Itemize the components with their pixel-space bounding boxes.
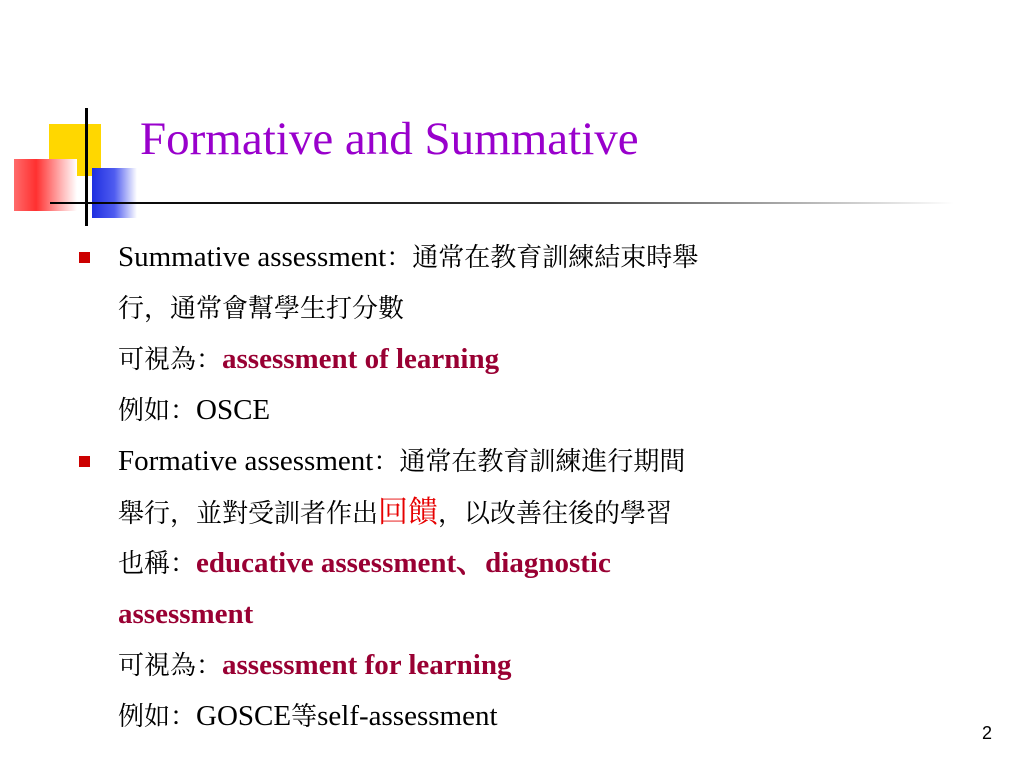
definition-text: ：通常在教育訓練進行期間 — [373, 447, 686, 477]
example-text: OSCE — [196, 394, 271, 426]
bullet-line — [118, 487, 976, 538]
emphasis-text: assessment for learning — [222, 649, 512, 681]
bullet-summative — [76, 232, 976, 436]
example-text: self-assessment — [317, 700, 498, 732]
example-text: 等 — [291, 702, 318, 732]
bullet-line — [118, 385, 976, 436]
bullet-line — [118, 589, 976, 640]
decor-blue-square — [92, 168, 137, 218]
bullet-line — [118, 283, 976, 334]
decor-vertical-line — [85, 108, 88, 226]
bullet-line — [118, 538, 976, 589]
term: Summative assessment — [118, 241, 387, 273]
square-bullet-icon — [79, 252, 90, 263]
label: 可視為： — [118, 345, 223, 375]
bullet-line — [118, 436, 976, 487]
label: 可視為： — [118, 651, 223, 681]
slide-title: Formative and Summative — [140, 113, 639, 165]
label: 例如： — [118, 396, 197, 426]
label: 例如： — [118, 702, 197, 732]
term: Formative assessment — [118, 445, 374, 477]
label: 也稱： — [118, 549, 197, 579]
emphasis-text: assessment of learning — [222, 343, 500, 375]
definition-text: ，以改善往後的學習 — [438, 499, 673, 529]
definition-text: ：通常在教育訓練結束時舉 — [386, 243, 699, 273]
bullet-line — [118, 334, 976, 385]
square-bullet-icon — [79, 456, 90, 467]
bullet-line — [118, 232, 976, 283]
bullet-formative — [76, 436, 976, 742]
emphasis-text: assessment — [118, 598, 254, 630]
bullet-line — [118, 691, 976, 742]
page-number: 2 — [981, 723, 992, 743]
definition-text: 行，通常會幫學生打分數 — [118, 294, 405, 324]
highlight-text: 回饋 — [378, 495, 439, 530]
title-underline — [50, 202, 954, 204]
definition-text: 舉行，並對受訓者作出 — [118, 499, 379, 529]
emphasis-text: educative assessment、diagnostic — [196, 547, 611, 579]
bullet-line — [118, 640, 976, 691]
example-text: GOSCE — [196, 700, 292, 732]
slide-body — [76, 232, 976, 742]
